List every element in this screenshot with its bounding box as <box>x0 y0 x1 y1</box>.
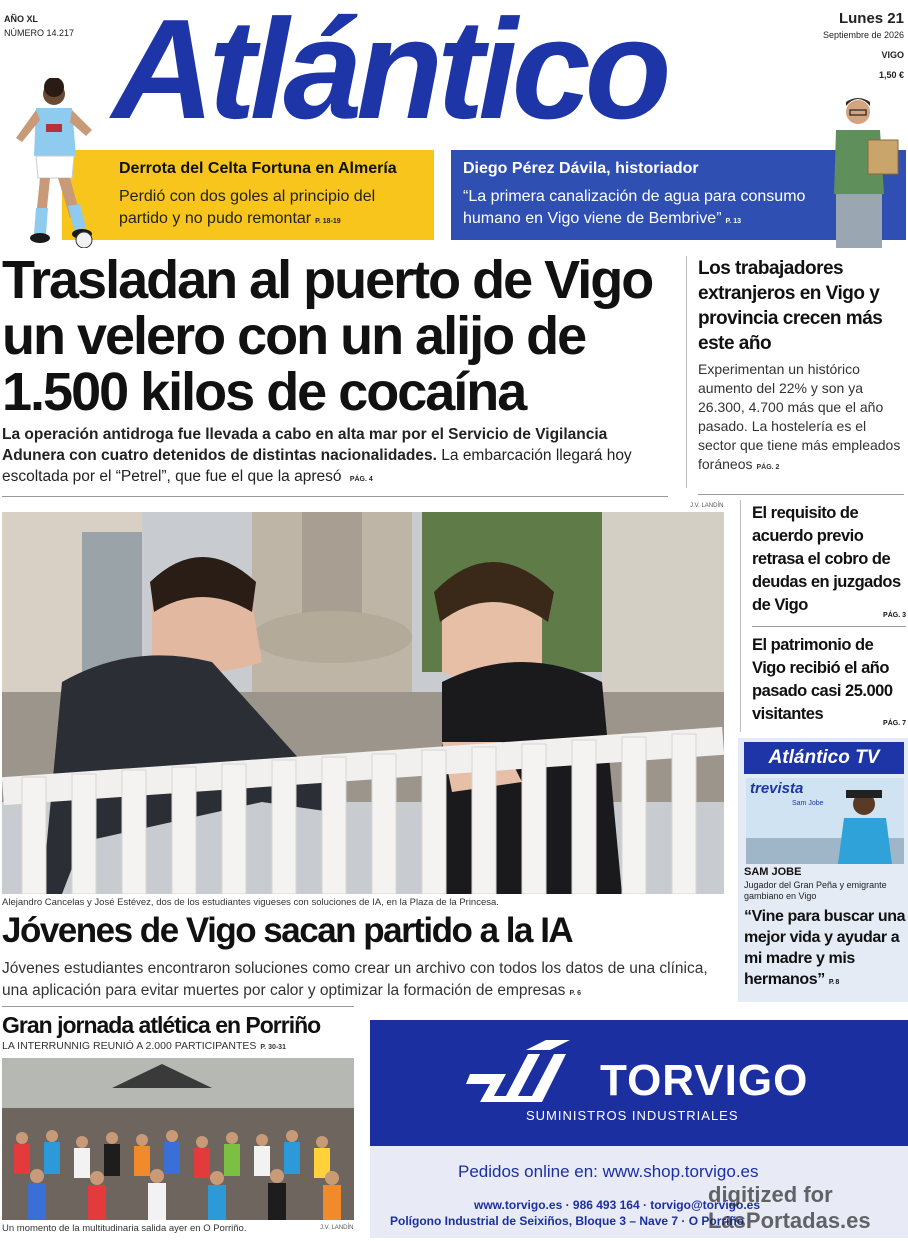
teaser-text: “La primera canalización de agua para consumo humano en Vigo viene de Bembrive” <box>463 188 806 227</box>
newspaper-logo[interactable]: Atlántico <box>112 0 666 149</box>
kicker-text: LA INTERRUNNIG REUNIÓ A 2.000 PARTICIPANTES <box>2 1040 257 1052</box>
quote-text: “Vine para buscar una mejor vida y ayudar a mi madre y mis hermanos” <box>744 908 906 988</box>
atlantico-tv-box[interactable] <box>738 738 908 1002</box>
main-lead: La operación antidroga fue llevada a cabo en alta mar por el Servicio de Vigilancia Adunera con cuatro detenidos de distintas nacionalidades. <box>2 426 608 464</box>
year-label: AÑO XL <box>4 14 39 24</box>
teaser-title: Derrota del Celta Fortuna en Almería <box>119 160 397 177</box>
teaser-text: Perdió con dos goles al principio del partido y no pudo remontar <box>119 188 376 227</box>
race-photo <box>2 1058 354 1220</box>
page-ref: PÁG. 3 <box>883 612 906 619</box>
football-player-image <box>6 78 106 248</box>
students-photo <box>2 512 724 894</box>
ia-story-headline[interactable]: Jóvenes de Vigo sacan partido a la IA <box>2 911 573 950</box>
side-story-body <box>698 360 903 477</box>
watermark <box>708 1182 871 1234</box>
main-deck <box>2 424 668 490</box>
page-ref: P. 30-31 <box>260 1044 286 1051</box>
interviewee-name: SAM JOBE <box>744 866 802 878</box>
photo-credit: J.V. LANDÍN <box>690 503 724 509</box>
section-divider <box>698 494 904 495</box>
ia-story-text: Jóvenes estudiantes encontraron soluciones como crear un archivo con todos los datos de una clínica, una aplicación para evitar muertes por calor y optimizar la formación de empresas <box>2 960 708 999</box>
students-bench-image <box>2 512 724 894</box>
tv-header: Atlántico TV <box>744 742 904 774</box>
photo-credit: J.V. LANDÍN <box>320 1225 354 1231</box>
day-label: Lunes 21 <box>838 10 904 27</box>
ia-story-body <box>2 958 732 1005</box>
price-label: 1,50 € <box>878 70 904 80</box>
watermark-line: digitized for <box>708 1182 833 1207</box>
page-ref: P. 13 <box>725 218 741 225</box>
section-divider <box>2 496 668 497</box>
page-ref: P. 18-19 <box>315 218 341 225</box>
runners-image <box>2 1058 354 1220</box>
column-divider <box>686 256 687 488</box>
interview-quote <box>744 906 906 993</box>
watermark-line: LasPortadas.es <box>708 1208 871 1233</box>
city-label: VIGO <box>881 50 904 60</box>
tv-video-thumbnail[interactable] <box>746 778 904 864</box>
teaser-title: Diego Pérez Dávila, historiador <box>463 160 699 177</box>
page-ref: PÁG. 4 <box>349 476 373 483</box>
edition-meta <box>4 12 74 40</box>
race-photo-caption: Un momento de la multitudinaria salida ayer en O Porriño. <box>2 1223 247 1234</box>
historian-image <box>822 94 906 248</box>
main-headline[interactable]: Trasladan al puerto de Vigo un velero con un alijo de 1.500 kilos de cocaína <box>2 250 653 422</box>
torvigo-logo-icon <box>466 1040 586 1110</box>
page-ref: PÁG. 2 <box>756 464 780 471</box>
screen-text: trevista <box>750 780 804 797</box>
page-ref: P. 6 <box>569 990 581 997</box>
teaser-body <box>119 186 427 233</box>
ad-contact-line[interactable]: www.torvigo.es · 986 493 164 · torvigo@torvigo.es <box>474 1198 761 1212</box>
section-divider <box>2 1006 354 1007</box>
ad-order-line[interactable]: Pedidos online en: www.shop.torvigo.es <box>458 1162 759 1181</box>
porrino-kicker <box>2 1040 362 1052</box>
teaser-body <box>463 186 823 233</box>
ad-brand: TORVIGO <box>600 1056 809 1105</box>
screen-subtitle: Sam Jobe <box>792 800 824 807</box>
interviewee-role: Jugador del Gran Peña y emigrante gambiano en Vigo <box>744 880 887 901</box>
main-body: La embarcación llegará hoy escoltada por el “Petrel”, que fue el que la apresó <box>2 447 632 485</box>
date-block <box>823 10 904 82</box>
ad-address-line: Polígono Industrial de Seixiños, Bloque 3 – Nave 7 · O Porriño <box>390 1214 745 1228</box>
side-story-title[interactable]: El requisito de acuerdo previo retrasa el cobro de deudas en juzgados de Vigo <box>752 504 901 614</box>
ad-tagline: SUMINISTROS INDUSTRIALES <box>526 1108 739 1123</box>
side-story-title[interactable]: El patrimonio de Vigo recibió el año pasado casi 25.000 visitantes <box>752 636 893 723</box>
teaser-celta[interactable] <box>62 150 434 240</box>
page-ref: P. 8 <box>828 979 839 986</box>
side-story-text: Experimentan un histórico aumento del 22% y son ya 26.300, 4.700 más que el año pasado. La hostelería es el sector que tiene más empleados foráneos <box>698 361 901 472</box>
photo-caption: Alejandro Cancelas y José Estévez, dos de los estudiantes vigueses con soluciones de IA, en la Plaza de la Princesa. <box>2 897 499 908</box>
side-story-title[interactable]: Los trabajadores extranjeros en Vigo y provincia crecen más este año <box>698 258 883 354</box>
column-divider <box>740 500 741 732</box>
date-label: Septiembre de 2026 <box>822 30 904 40</box>
issue-number: NÚMERO 14.217 <box>4 28 75 38</box>
section-divider <box>752 626 906 627</box>
page-ref: PÁG. 7 <box>883 720 906 727</box>
porrino-headline[interactable]: Gran jornada atlética en Porriño <box>2 1012 321 1038</box>
